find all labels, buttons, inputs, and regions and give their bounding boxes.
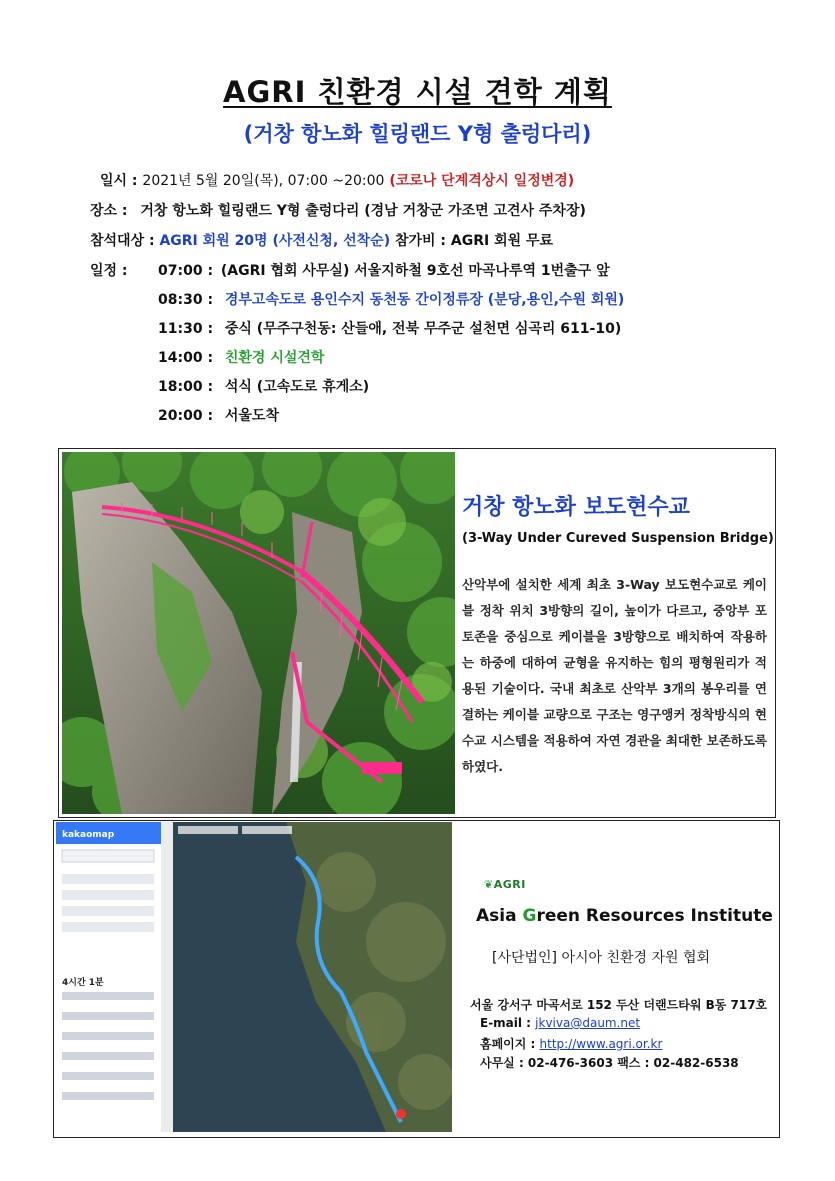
fee-text: 참가비 : AGRI 회원 무료 [394,233,554,249]
org-english-name [476,906,773,926]
bridge-title: 거창 항노화 보도현수교 [462,495,690,520]
org-korean-name: [사단법인] 아시아 친환경 자원 협회 [492,950,711,966]
schedule-time: 08:30 : [158,292,214,308]
schedule-time: 14:00 : [158,350,214,366]
map-app-name: kakaomap [62,830,115,840]
page-title: AGRI 친환경 시설 견학 계획 [223,75,612,109]
agri-logo [484,878,526,891]
homepage-link[interactable]: http://www.agri.or.kr [539,1037,663,1051]
schedule-desc: 친환경 시설견학 [224,350,325,366]
route-map [56,822,452,1132]
org-email-line [480,1016,640,1030]
logo-text: AGRI [493,878,526,891]
target-value: AGRI 회원 20명 (사전신청, 선착순) [159,233,391,249]
schedule-row [158,347,324,367]
schedule-desc: (AGRI 협회 사무실) 서울지하철 9호선 마곡나루역 1번출구 앞 [220,263,610,279]
place-line [90,200,586,220]
map-illustration [56,822,452,1132]
target-label: 참석대상 : [90,233,155,249]
schedule-desc: 석식 (고속도로 휴게소) [224,379,370,395]
email-link[interactable]: jkviva@daum.net [535,1016,641,1030]
email-label: E-mail : [480,1016,536,1030]
place-label: 장소 : [90,203,128,219]
schedule-desc: 경부고속도로 용인수지 동천동 간이정류장 (분당,용인,수원 회원) [224,292,625,308]
schedule-row [158,405,279,425]
schedule-time: 20:00 : [158,408,214,424]
homepage-label: 홈페이지 : [480,1037,540,1051]
schedule-row [158,376,369,396]
bridge-photo [62,452,455,814]
schedule-label: 일정 : [90,263,128,279]
org-name-part: Asia [476,906,523,926]
schedule-time: 18:00 : [158,379,214,395]
org-name-part: reen Resources Institute [536,906,773,926]
map-route-time: 4시간 1분 [62,978,104,988]
date-value: 2021년 5월 20일(목), 07:00 ~20:00 [142,173,385,189]
org-homepage-line [480,1035,662,1052]
schedule-time: 07:00 : [158,263,214,279]
leaf-icon: ❦ [484,878,494,891]
place-value: 거창 항노화 힐링랜드 Y형 출렁다리 (경남 거창군 가조면 고견사 주차장) [140,203,586,219]
org-name-g: G [522,906,537,926]
target-line [90,230,553,250]
schedule-desc: 중식 (무주구천동: 산들애, 전북 무주군 설천면 심곡리 611-10) [224,321,622,337]
org-address: 서울 강서구 마곡서로 152 두산 더랜드타워 B동 717호 [470,998,768,1012]
schedule-row [158,289,624,309]
schedule-row [158,318,621,338]
date-label: 일시 : [100,173,138,189]
schedule-time: 11:30 : [158,321,214,337]
schedule-desc: 서울도착 [224,408,279,424]
org-phone-line: 사무실 : 02-476-3603 팩스 : 02-482-6538 [480,1056,739,1070]
date-note: (코로나 단계격상시 일정변경) [389,173,575,189]
bridge-description: 산악부에 설치한 세계 최초 3-Way 보도현수교로 케이블 정착 위치 3방향의 길이, 높이가 다르고, 중앙부 포토존을 중심으로 케이블을 3방향으로 배치하여 작용하는 하중에 대하여 균형을 유지하는 힘의 평형원리가 적용된 기술이다. 국내 최초로 산악부 3개의 봉우리를 연결하는 케이블 교량으로 구조는 영구앵커 정착방식의 현수교 시스템을 적용하여 자연 경관을 최대한 보존하도록 하였다. [462,577,767,774]
schedule-row [158,260,610,280]
bridge-illustration [62,452,455,814]
bridge-subtitle: (3-Way Under Cureved Suspension Bridge) [462,531,774,546]
date-line [100,170,574,190]
page-subtitle: (거창 항노화 힐링랜드 Y형 출렁다리) [243,122,592,146]
